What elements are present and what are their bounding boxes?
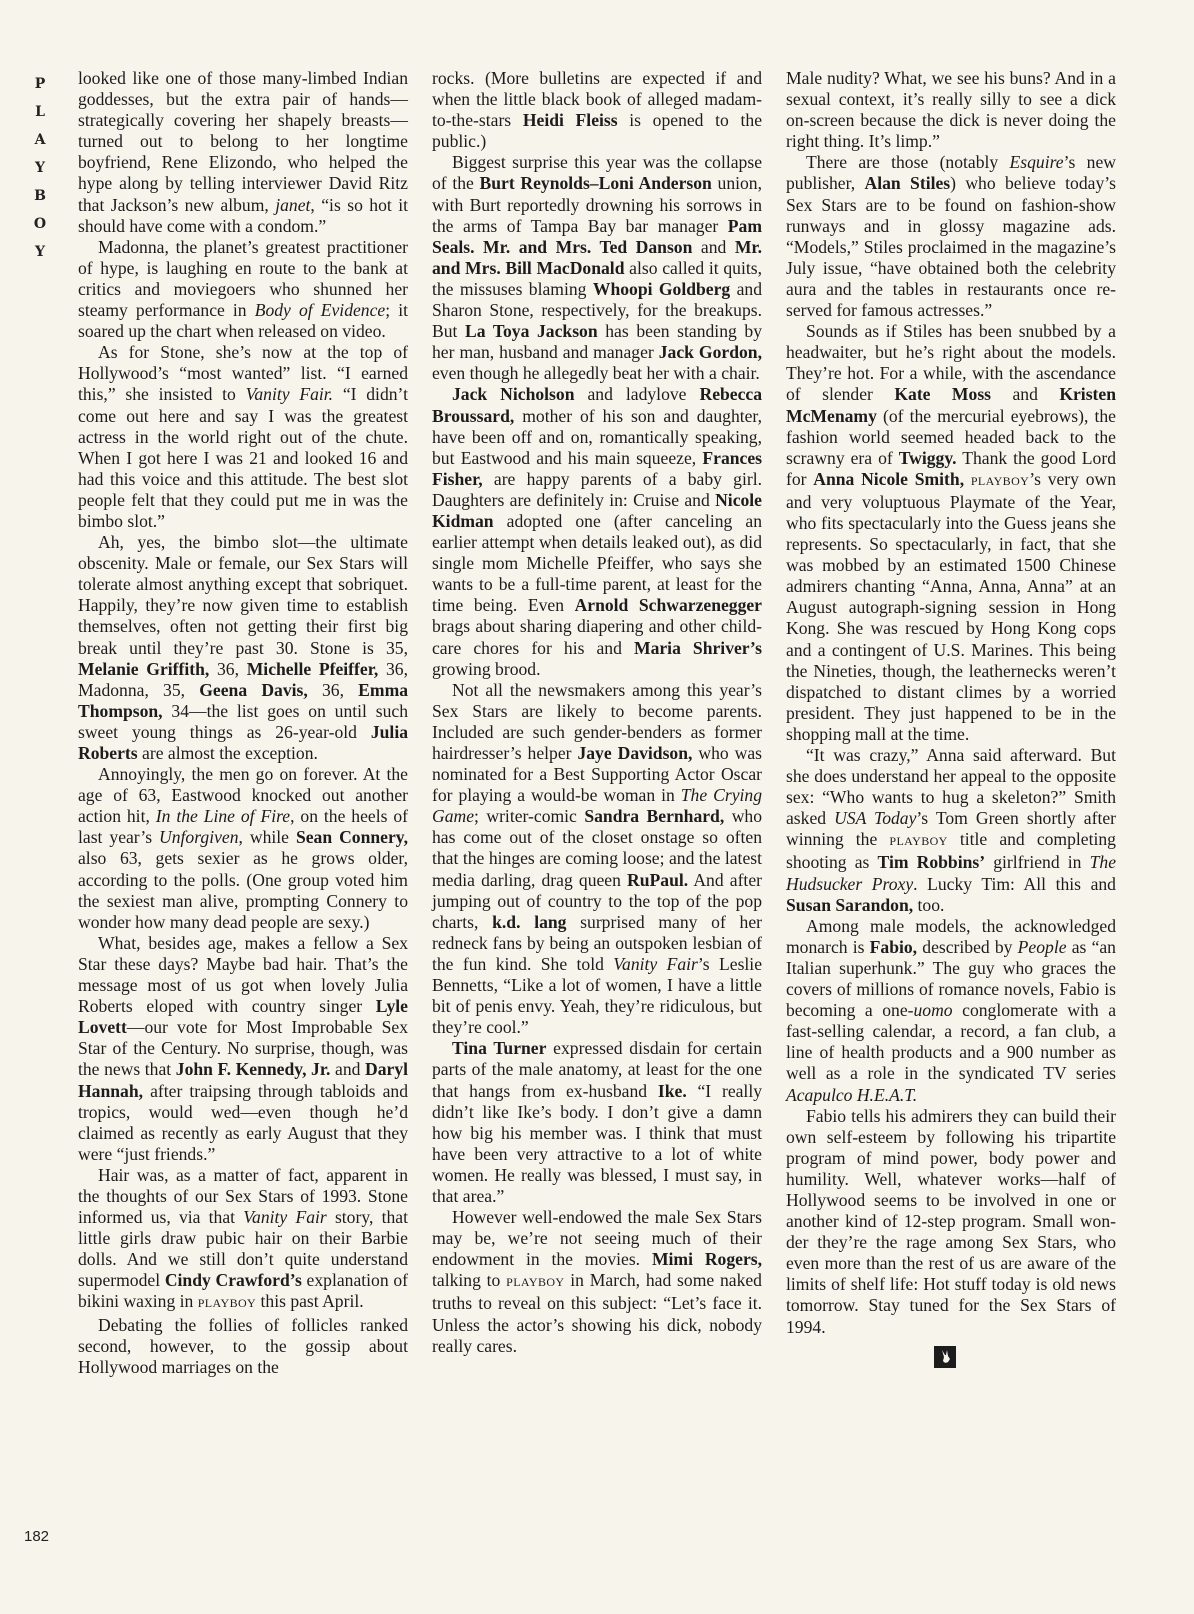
article-paragraph	[432, 68, 762, 152]
text-run: even though he allegedly beat her with a chair.	[432, 363, 760, 384]
bold-name: Daryl Hannah,	[78, 1059, 409, 1101]
text-run: girlfriend in	[985, 852, 1090, 873]
bold-name: Frances Fisher,	[432, 447, 762, 489]
rabbit-head-end-mark-icon	[934, 1346, 956, 1368]
text-run: 36, Madonna, 35,	[78, 658, 408, 700]
text-run: . Lucky Tim: All this and	[913, 873, 1116, 894]
text-run: 36,	[209, 658, 247, 679]
side-label-letter: O	[33, 216, 47, 232]
side-label-letter: L	[35, 104, 45, 120]
small-caps-text: PLAYBOY	[506, 1275, 565, 1290]
text-run: Male nudity? What, we see his buns? And in a sexual context, it’s really silly to see a dick on-screen because the dick is never doing the right thing. It’s limp.”	[786, 68, 1116, 152]
text-run: As for Stone, she’s now at the top of Hollywood’s “most wanted” list. “I earned this,” she insisted to	[78, 342, 408, 405]
article-paragraph	[78, 237, 408, 342]
italic-title: Vanity Fair	[613, 953, 698, 974]
bold-name: Arnold Schwarzenegger	[574, 595, 762, 616]
article-paragraph	[78, 68, 408, 237]
bold-name: Sean Connery,	[295, 827, 408, 848]
bold-name: Kristen McMenamy	[786, 384, 1116, 426]
article-column-2	[432, 68, 762, 1357]
text-run: Sounds as if Stiles has been snubbed by a headwaiter, but he’s right about the models. They’re hot. For a while, with the ascendance of slender	[786, 321, 1116, 405]
text-run: —our vote for Most Improbable Sex Star of the Century. No surprise, though, was the news that	[78, 1017, 408, 1080]
text-run: in March, had some naked truths to reveal on this subject: “Let’s face it. Unless the actor’s showing his dick, nobody really cares.	[432, 1270, 762, 1356]
text-run: also called it quits, the missuses blaming	[432, 257, 762, 299]
text-run: Thank the good Lord for	[786, 447, 1117, 489]
article-paragraph	[786, 916, 1116, 1106]
article-paragraph	[432, 152, 762, 384]
italic-title: janet	[275, 194, 311, 215]
bold-name: Jack Gordon,	[658, 342, 762, 363]
text-run: also 63, gets sexier as he grows older, according to the polls. (One group voted him the sexiest man alive, prompting Connery to wonder how many dead people are sexy.)	[78, 848, 408, 932]
article-paragraph	[432, 680, 762, 1039]
bold-name: John F. Kennedy, Jr.	[175, 1059, 331, 1080]
playboy-side-label	[30, 70, 50, 266]
bold-name: Julia Roberts	[78, 721, 408, 763]
text-run: title and completing shooting as	[786, 829, 1116, 873]
bold-name: RuPaul.	[627, 869, 689, 890]
article-paragraph	[786, 745, 1116, 916]
text-run: ’s Leslie Bennetts, “Like a lot of women, I have a little bit of penis envy. Yeah, they’re ridiculous, but they’re cool.”	[432, 953, 763, 1038]
bold-name: Tim Robbins’	[877, 852, 986, 873]
text-run: has been standing by her man, husband and manager	[432, 321, 762, 363]
bold-name: Mr. and Mrs. Bill MacDonald	[432, 236, 763, 278]
text-run: after traipsing through tabloids and tropics, would wed—even though he’d claimed as recently as early August that they were “just friends.”	[78, 1080, 408, 1164]
text-run: surprised many of her redneck fans by being an outspoken lesbian of the fun kind. She told	[432, 911, 762, 974]
article-paragraph	[78, 532, 408, 764]
bold-name: Alan Stiles	[864, 173, 951, 194]
article-paragraph	[78, 1165, 408, 1315]
text-run: , on the heels of last year’s	[78, 806, 408, 848]
text-run: “I didn’t come out here and say I was the greatest actress in the world right out of the chute. When I got here I was 21 and looked 16 and had this voice and this attitude. The best slot people felt that they could put me in was the bimbo slot.”	[78, 384, 408, 531]
bold-name: Cindy Crawford’s	[164, 1270, 302, 1291]
text-run: Not all the newsmakers among this year’s Sex Stars are likely to become parents. Included are such gender-benders as former hairdresser’s helper	[432, 679, 762, 763]
bold-name: La Toya Jackson	[465, 321, 598, 342]
small-caps-text: PLAYBOY	[197, 1296, 257, 1311]
bold-name: Burt Reynolds–Loni Anderson	[479, 173, 712, 194]
bold-name: Jaye Davidson,	[577, 743, 693, 763]
italic-title: Acapulco H.E.A.T.	[786, 1084, 918, 1105]
page-number: 182	[24, 1528, 50, 1545]
italic-title: Vanity Fair	[243, 1207, 327, 1228]
text-run: described by	[917, 936, 1018, 957]
article-paragraph	[78, 342, 408, 532]
text-run: , while	[238, 827, 296, 848]
text-run: ’s very own and very voluptuous Playmate of the Year, who fits spectacularly into the Guess jeans she represents. So spectacularly, in fact, that she was mobbed by an estimated 1500 Chinese admirers chanting “Anna, Anna, Anna” at an August autograph-signing session in Hong Kong. She was rescued by Hong Kong cops and a contingent of U.S. Marines. This being the Nineties, though, the leathernecks weren’t dispatched to distant climes by a worried president. They just happened to be in the shopping mall at the time.	[786, 468, 1116, 744]
article-paragraph	[78, 1315, 408, 1378]
side-label-letter: P	[34, 76, 46, 92]
text-run: 34—the list goes on until such sweet young things as 26-year-old	[78, 700, 408, 742]
italic-title: Body of Evidence	[254, 300, 386, 321]
text-run: 36,	[307, 679, 359, 700]
text-run: mother of his son and daughter, have been off and on, romantically speaking, but Eastwood and his main squeeze,	[432, 405, 762, 468]
text-run: ’s Tom Green shortly after winning the	[786, 808, 1116, 850]
text-run: story, that little girls draw pubic hair on their Barbie dolls. And we still don’t quite understand supermodel	[78, 1207, 408, 1291]
text-run: What, besides age, makes a fellow a Sex Star these days? Maybe bad hair. That’s the message most of us got when lovely Julia Roberts eloped with country singer	[78, 932, 408, 1017]
text-run: Debating the follies of follicles ranked second, however, to the gossip about Hollywood marriages on the	[78, 1314, 408, 1377]
text-run: However well-endowed the male Sex Stars may be, we’re not seeing much of their endowment in the movies.	[432, 1207, 762, 1270]
bold-name: Geena Davis,	[199, 679, 308, 700]
small-caps-text: PLAYBOY	[970, 473, 1030, 488]
bold-name: Jack Nicholson	[452, 384, 575, 405]
italic-title: The Crying Game	[432, 785, 762, 827]
article-paragraph	[78, 933, 408, 1165]
text-run: looked like one of those many-limbed Indian goddesses, but the extra pair of hands—strategically covering her shapely breasts—turned out to belong to her longtime boyfriend, Rene Elizondo, who helped the hype along by telling interviewer David Ritz that Jackson’s new album,	[78, 68, 408, 215]
text-run: and	[991, 384, 1060, 405]
bold-name: Melanie Griffith,	[78, 658, 210, 679]
text-run: who was nominated for a Best Supporting Actor Oscar for playing a would-be woman in	[432, 743, 762, 806]
article-paragraph	[786, 321, 1116, 745]
text-run: conglomerate with a fast-selling calendar, a record, a fan club, a line of health products and a 900 number as well as a role in the syndicated TV series	[786, 1000, 1117, 1084]
bold-name: Michelle Pfeiffer,	[246, 658, 379, 679]
text-run: growing brood.	[432, 658, 541, 679]
italic-title: In the Line of Fire	[155, 806, 291, 827]
bold-name: Twiggy.	[898, 447, 957, 468]
bold-name: Sandra Bernhard,	[584, 806, 725, 827]
text-run: ’s new publisher,	[786, 152, 1116, 194]
bold-name: Mimi Rogers,	[651, 1249, 762, 1270]
italic-title: USA Today	[834, 808, 917, 829]
text-run: (of the mercurial eyebrows), the fashion world seemed headed back to the scrawny era of	[786, 405, 1116, 468]
bold-name: Emma Thompson,	[78, 679, 409, 721]
text-run: are almost the exception.	[137, 743, 318, 763]
text-run: rocks. (More bulletins are expected if and when the little black book of alleged madam-to-the-stars	[432, 68, 762, 131]
article-paragraph	[432, 1207, 762, 1357]
text-run: , “is so hot it should have come with a condom.”	[78, 194, 408, 236]
italic-title: Unforgiven	[159, 827, 239, 848]
bold-name: Kate Moss	[894, 384, 992, 405]
text-run: “It was crazy,” Anna said afterward. But she does understand her appeal to the opposite sex: “Who wants to hug a skeleton?” Smith asked	[786, 745, 1116, 829]
text-run: as “an Italian superhunk.” The guy who graces the covers of millions of romance novels, Fabio is becoming a one-	[786, 936, 1116, 1021]
text-run: adopted one (after canceling an earlier attempt when details leaked out), as did single mom Michelle Pfeiffer, who says she wants to be a full-time parent, at least for the time being. Even	[432, 510, 762, 616]
text-run: Annoyingly, the men go on forever. At the age of 63, Eastwood knocked out another action hit,	[78, 764, 408, 827]
article-paragraph	[786, 68, 1116, 152]
bold-name: Maria Shriver’s	[633, 637, 762, 658]
text-run: who has come out of the closet onstage so often that the hinges are coming loose; and the latest media darling, drag queen	[432, 806, 762, 890]
text-run: ; writer-comic	[474, 806, 585, 827]
text-run: expressed disdain for certain parts of the male anatomy, at least for the one that hangs from ex-husband	[432, 1038, 762, 1101]
article-paragraph	[786, 152, 1116, 321]
bold-name: Rebecca Broussard,	[432, 384, 763, 426]
side-label-letter: Y	[35, 160, 45, 176]
text-run: Hair was, as a matter of fact, apparent in the thoughts of our Sex Stars of 1993. Stone informed us, via that	[78, 1164, 408, 1228]
italic-title: Vanity Fair.	[245, 384, 334, 405]
bold-name: k.d. lang	[492, 911, 567, 932]
text-run: and ladylove	[574, 384, 700, 405]
italic-title: Esquire	[1009, 152, 1064, 173]
text-run: ) who believe today’s Sex Stars are to be found on fashion-show runways and in glossy magazine ads. “Models,” Stiles proclaimed in the magazine’s July issue, “have obtained both the celebrity aura and the tables in restaurants once reserved for famous actresses.”	[786, 173, 1116, 321]
text-run: brags about sharing diapering and other child-care chores for his and	[432, 616, 762, 658]
bold-name: Pam Seals. Mr. and Mrs. Ted Danson	[432, 215, 762, 257]
article-paragraph	[786, 1106, 1116, 1338]
text-run	[964, 469, 971, 489]
text-run: talking to	[432, 1270, 507, 1291]
article-column-1	[78, 68, 408, 1378]
italic-title: The Hudsucker Proxy	[786, 852, 1116, 894]
text-run: Madonna, the planet’s greatest practitioner of hype, is laughing en route to the bank at critics and moviegoers who shunned her steamy performance in	[78, 236, 408, 321]
bold-name: Anna Nicole Smith,	[813, 468, 965, 489]
text-run: is opened to the public.)	[432, 110, 763, 152]
text-run: are happy parents of a baby girl. Daughters are definitely in: Cruise and	[432, 468, 762, 510]
side-label-letter: A	[34, 132, 46, 148]
text-run: Fabio tells his admirers they can build their own self-esteem by following his tripartite program of mind power, body power and humility. Well, whatever works—half of Hollywood seems to be involved in one or another kind of 12-step program. Small wonder they’re the rage among Sex Stars, who even more than the rest of us are aware of the limits of shelf life: Hot stuff today is old news tomorrow. Stay tuned for the Sex Stars of 1994.	[786, 1105, 1116, 1337]
article-paragraph	[432, 384, 762, 679]
bold-name: Tina Turner	[452, 1038, 547, 1059]
text-run: There are those (notably	[806, 152, 1010, 173]
text-run: “I really didn’t like Ike’s body. I don’t give a damn how big his member was. I think that must have been very attractive to a lot of white women. He really was blessed, I must say, in that area.”	[432, 1080, 763, 1206]
text-run: ; it soared up the chart when released on video.	[78, 300, 408, 342]
bold-name: Fabio,	[869, 936, 918, 957]
text-run: and	[330, 1059, 366, 1080]
text-run: too.	[913, 894, 945, 915]
side-label-letter: B	[34, 188, 46, 204]
article-paragraph	[78, 764, 408, 933]
text-run: and Sharon Stone, respectively, for the breakups. But	[432, 278, 762, 342]
text-run: Biggest surprise this year was the collapse of the	[432, 152, 762, 194]
side-label-letter: Y	[35, 244, 45, 260]
italic-title: uomo	[913, 1000, 953, 1021]
text-run: this past April.	[256, 1291, 364, 1312]
italic-title: People	[1017, 936, 1067, 957]
text-run: and	[692, 236, 735, 257]
text-run: Among male models, the acknowledged monarch is	[786, 915, 1116, 957]
bold-name: Susan Sarandon,	[786, 894, 914, 915]
text-run: And after jumping out of country to the top of the pop charts,	[432, 869, 762, 932]
bold-name: Heidi Fleiss	[522, 110, 618, 131]
article-column-3	[786, 68, 1116, 1368]
bold-name: Lyle Lovett	[78, 996, 408, 1038]
bold-name: Whoopi Goldberg	[592, 278, 731, 299]
small-caps-text: PLAYBOY	[889, 834, 948, 849]
article-paragraph	[432, 1038, 762, 1207]
text-run: explanation of bikini waxing in	[78, 1270, 409, 1312]
text-run: Ah, yes, the bimbo slot—the ultimate obscenity. Male or female, our Sex Stars will tolerate almost anything except that sobriquet. Happily, they’re now given time to establish themselves, often not getting their first big break until they’re past 30. Stone is 35,	[78, 532, 408, 658]
text-run: union, with Burt reportedly drowning his sorrows in the arms of Tampa Bay bar manager	[432, 173, 763, 236]
bold-name: Nicole Kidman	[432, 489, 762, 531]
bold-name: Ike.	[657, 1080, 687, 1101]
